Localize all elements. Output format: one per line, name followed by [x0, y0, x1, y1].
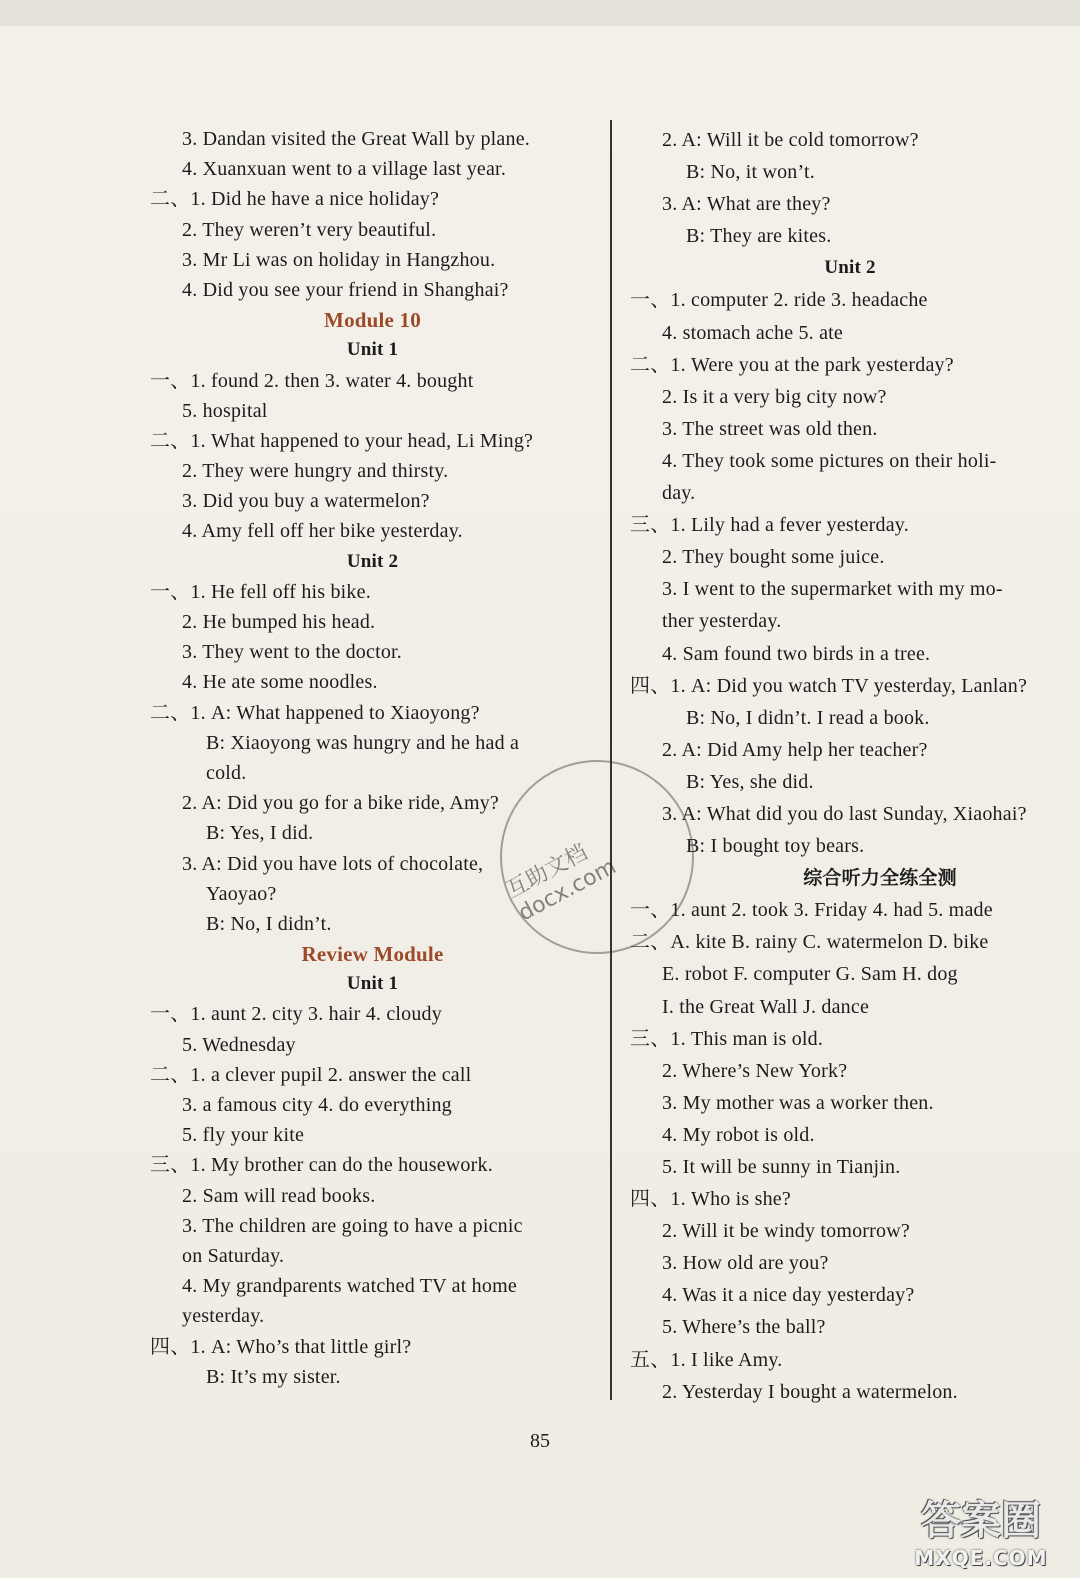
unit-heading: Unit 1 — [346, 339, 399, 361]
answer-line: B: No, I didn’t. I read a book. — [686, 706, 930, 729]
answer-line: 5. hospital — [182, 399, 268, 422]
answer-line: 4. They took some pictures on their holi- — [662, 449, 997, 472]
scan-top-edge — [0, 0, 1080, 26]
section-heading: 综合听力全练全测 — [803, 867, 957, 890]
answer-line: 5. Wednesday — [182, 1033, 296, 1056]
module-heading: Review Module — [301, 942, 444, 967]
answer-line: 4. stomach ache 5. ate — [662, 321, 843, 344]
answer-line: 5. Where’s the ball? — [662, 1316, 826, 1339]
answer-line: 二、A. kite B. rainy C. watermelon D. bike — [630, 931, 989, 954]
answer-line: day. — [662, 482, 696, 505]
answer-line: 3. How old are you? — [662, 1252, 829, 1275]
answer-line: 二、1. Did he have a nice holiday? — [150, 188, 440, 211]
answer-line: 二、1. What happened to your head, Li Ming? — [150, 429, 534, 452]
answer-line: 2. Is it a very big city now? — [662, 385, 887, 408]
answer-line: B: It’s my sister. — [206, 1365, 341, 1388]
page-number: 85 — [530, 1430, 550, 1452]
unit-heading: Unit 2 — [346, 550, 399, 572]
answer-line: 2. They were hungry and thirsty. — [182, 460, 449, 483]
answer-line: 2. Where’s New York? — [662, 1059, 848, 1082]
answer-line: 3. The children are going to have a picnic — [182, 1214, 523, 1237]
answer-line: 2. Yesterday I bought a watermelon. — [662, 1380, 958, 1403]
answer-line: 三、1. This man is old. — [630, 1027, 824, 1050]
answer-line: 四、1. A: Who’s that little girl? — [150, 1335, 412, 1358]
answer-line: B: Xiaoyong was hungry and he had a — [206, 731, 520, 754]
answer-line: 五、1. I like Amy. — [630, 1348, 783, 1371]
answer-line: 一、1. aunt 2. took 3. Friday 4. had 5. made — [630, 899, 993, 922]
answer-line: 3. A: What did you do last Sunday, Xiaohai? — [662, 802, 1027, 825]
logo-cn-text: 答案圈 — [921, 1497, 1041, 1544]
answer-line: B: Yes, I did. — [206, 822, 314, 845]
answer-line: 3. Mr Li was on holiday in Hangzhou. — [182, 248, 496, 271]
answer-line: 4. Amy fell off her bike yesterday. — [182, 520, 463, 543]
answer-line: 4. My grandparents watched TV at home — [182, 1275, 517, 1298]
answer-line: 3. They went to the doctor. — [182, 641, 402, 664]
left-column — [150, 124, 595, 1392]
answer-line: 5. It will be sunny in Tianjin. — [662, 1156, 901, 1178]
answer-line: 一、1. He fell off his bike. — [150, 580, 371, 603]
answer-line: on Saturday. — [182, 1244, 285, 1267]
answer-line: B: No, I didn’t. — [206, 912, 332, 935]
answer-line: B: I bought toy bears. — [686, 835, 865, 858]
unit-heading: Unit 1 — [346, 973, 399, 995]
answer-line: 3. Did you buy a watermelon? — [182, 490, 430, 513]
answer-line: B: Yes, she did. — [686, 770, 814, 793]
answer-line: 四、1. A: Did you watch TV yesterday, Lanlan? — [630, 674, 1028, 697]
answer-line: 4. Xuanxuan went to a village last year. — [182, 158, 507, 181]
answer-line: 3. I went to the supermarket with my mo- — [662, 578, 1003, 601]
answer-line: 二、1. Were you at the park yesterday? — [630, 353, 954, 376]
answer-line: 5. fly your kite — [182, 1124, 305, 1147]
answer-line: 一、1. aunt 2. city 3. hair 4. cloudy — [150, 1003, 442, 1026]
answer-line: 2. A: Did Amy help her teacher? — [662, 738, 928, 761]
answer-line: 4. Sam found two birds in a tree. — [662, 642, 931, 665]
answer-line: 一、1. found 2. then 3. water 4. bought — [150, 369, 474, 392]
answer-line: 2. He bumped his head. — [182, 611, 376, 633]
answer-line: 4. My robot is old. — [662, 1123, 815, 1146]
answer-line: 2. Sam will read books. — [182, 1184, 376, 1207]
stamp-text: 互助文档 docx.com — [502, 839, 621, 927]
answer-line: 4. Did you see your friend in Shanghai? — [182, 278, 509, 301]
answer-line: I. the Great Wall J. dance — [662, 995, 870, 1018]
answer-line: E. robot F. computer G. Sam H. dog — [662, 963, 958, 986]
answer-line: ther yesterday. — [662, 610, 782, 633]
answer-line: B: No, it won’t. — [686, 161, 815, 184]
answer-line: 三、1. Lily had a fever yesterday. — [630, 514, 909, 537]
answer-line: 2. They weren’t very beautiful. — [182, 218, 437, 241]
answer-line: 四、1. Who is she? — [630, 1188, 791, 1211]
answer-line: 2. They bought some juice. — [662, 546, 885, 569]
answer-line: 4. Was it a nice day yesterday? — [662, 1284, 915, 1307]
unit-heading: Unit 2 — [824, 257, 876, 279]
site-logo — [890, 1488, 1072, 1570]
answer-line: Yaoyao? — [206, 882, 277, 905]
answer-line: 2. A: Will it be cold tomorrow? — [662, 129, 919, 151]
answer-line: B: They are kites. — [686, 225, 832, 248]
answer-line: 3. The street was old then. — [662, 417, 878, 440]
answer-line: 3. A: Did you have lots of chocolate, — [182, 852, 484, 875]
answer-line: cold. — [206, 761, 247, 784]
right-column — [630, 124, 1070, 1408]
answer-line: yesterday. — [182, 1305, 265, 1328]
answer-line: 4. He ate some noodles. — [182, 671, 378, 694]
answer-line: 一、1. computer 2. ride 3. headache — [630, 289, 928, 312]
answer-line: 2. Will it be windy tomorrow? — [662, 1220, 910, 1243]
answer-line: 3. Dandan visited the Great Wall by plane. — [182, 128, 530, 150]
answer-line: 3. a famous city 4. do everything — [182, 1094, 452, 1116]
logo-en-text: MXQE.COM — [914, 1545, 1048, 1570]
answer-line: 二、1. A: What happened to Xiaoyong? — [150, 701, 480, 724]
answer-line: 二、1. a clever pupil 2. answer the call — [150, 1063, 472, 1086]
answer-line: 3. My mother was a worker then. — [662, 1091, 934, 1114]
answer-line: 2. A: Did you go for a bike ride, Amy? — [182, 792, 499, 815]
answer-line: 三、1. My brother can do the housework. — [150, 1154, 493, 1177]
module-heading: Module 10 — [324, 308, 421, 333]
answer-line: 3. A: What are they? — [662, 193, 831, 216]
